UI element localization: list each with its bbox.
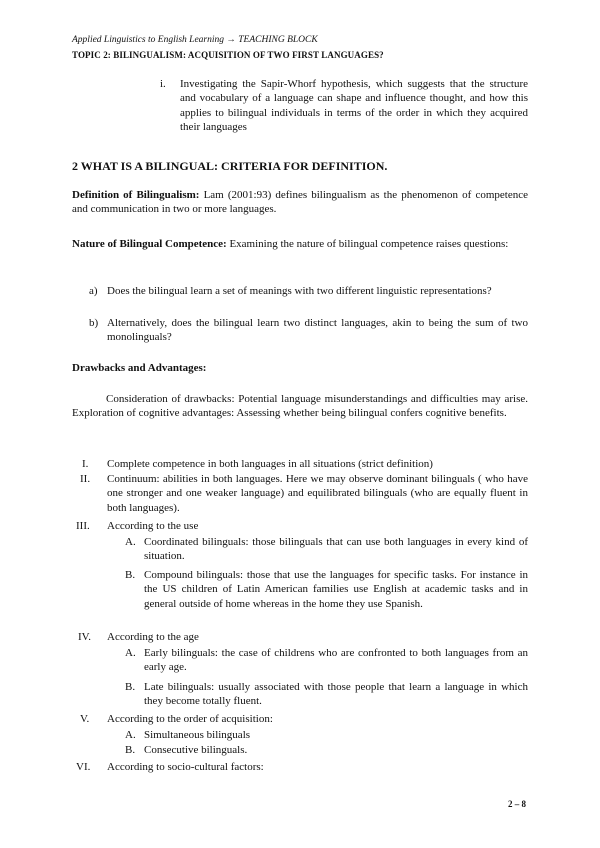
- item-i-marker: i.: [160, 78, 166, 90]
- question-a-text: Does the bilingual learn a set of meanings with two different linguistic representations?: [107, 285, 492, 297]
- criterion-iv-text: According to the age: [107, 631, 199, 643]
- criterion-i-marker: I.: [82, 458, 89, 470]
- criterion-vi-text: According to socio-cultural factors:: [107, 761, 264, 773]
- criterion-v-marker: V.: [80, 713, 90, 725]
- criterion-v-a-marker: A.: [125, 729, 136, 741]
- question-b-text: Alternatively, does the bilingual learn two distinct languages, akin to being the sum of two monolinguals?: [107, 317, 528, 344]
- criterion-iii-b-marker: B.: [125, 569, 136, 581]
- item-i-text: Investigating the Sapir-Whorf hypothesis, which suggests that the structure and vocabulary of a language can shape and influence thought, and how this applies to bilingual individuals in terms of the order in which they acquired their languages: [180, 78, 528, 133]
- criterion-v-text: According to the order of acquisition:: [107, 713, 273, 725]
- criterion-ii-marker: II.: [80, 473, 91, 485]
- drawbacks-paragraph: Consideration of drawbacks: Potential language misunderstandings and difficulties may arise. Exploration of cognitive advantages: Assessing whether being bilingual confers cognitive benefits.: [72, 393, 528, 420]
- criterion-iii-b-text: Compound bilinguals: those that use the languages for specific tasks. For instance in the US children of Latin American families use English at academic tasks and in general outside of home whereas in the home they use Spanish.: [144, 569, 528, 610]
- criterion-iii-marker: III.: [76, 520, 90, 532]
- criterion-ii-text: Continuum: abilities in both languages. Here we may observe dominant bilinguals ( who have one stronger and one weaker language) and equilibrated bilinguals (who are equally fluent in both languages).: [107, 473, 528, 514]
- definition-text: Lam (2001:93) defines bilingualism as the phenomenon of competence and communication in two or more languages.: [72, 189, 528, 216]
- criterion-v-b-marker: B.: [125, 744, 136, 756]
- criterion-iii-a-marker: A.: [125, 536, 136, 548]
- question-b-marker: b): [89, 317, 99, 329]
- header-course: Applied Linguistics to English Learning → TEACHING BLOCK: [72, 35, 318, 45]
- criterion-vi-marker: VI.: [76, 761, 91, 773]
- nature-label: Nature of Bilingual Competence:: [72, 238, 227, 250]
- criterion-iii-text: According to the use: [107, 520, 199, 532]
- criterion-iv-marker: IV.: [78, 631, 91, 643]
- definition-paragraph: [72, 188, 528, 217]
- criterion-iv-b-text: Late bilinguals: usually associated with those people that learn a language in which they become totally fluent.: [144, 681, 528, 708]
- definition-label: Definition of Bilingualism:: [72, 189, 200, 201]
- criterion-iv-b-marker: B.: [125, 681, 136, 693]
- criterion-i-text: Complete competence in both languages in all situations (strict definition): [107, 458, 433, 470]
- nature-text: Examining the nature of bilingual competence raises questions:: [226, 238, 509, 250]
- criterion-iii-a-text: Coordinated bilinguals: those bilinguals that can use both languages in every kind of situation.: [144, 536, 528, 563]
- criterion-v-b-text: Consecutive bilinguals.: [144, 744, 248, 756]
- criterion-iv-a-text: Early bilinguals: the case of childrens who are confronted to both languages from an early age.: [144, 647, 528, 674]
- question-a-marker: a): [89, 285, 98, 297]
- criterion-v-a-text: Simultaneous bilinguals: [144, 729, 251, 741]
- nature-paragraph: [72, 237, 528, 251]
- header-topic: TOPIC 2: BILINGUALISM: ACQUISITION OF TWO FIRST LANGUAGES?: [72, 50, 384, 60]
- page-number: 2 – 8: [508, 799, 526, 809]
- section-heading: 2 WHAT IS A BILINGUAL: CRITERIA FOR DEFINITION.: [72, 159, 388, 173]
- criterion-iv-a-marker: A.: [125, 647, 136, 659]
- drawbacks-heading: Drawbacks and Advantages:: [72, 362, 207, 374]
